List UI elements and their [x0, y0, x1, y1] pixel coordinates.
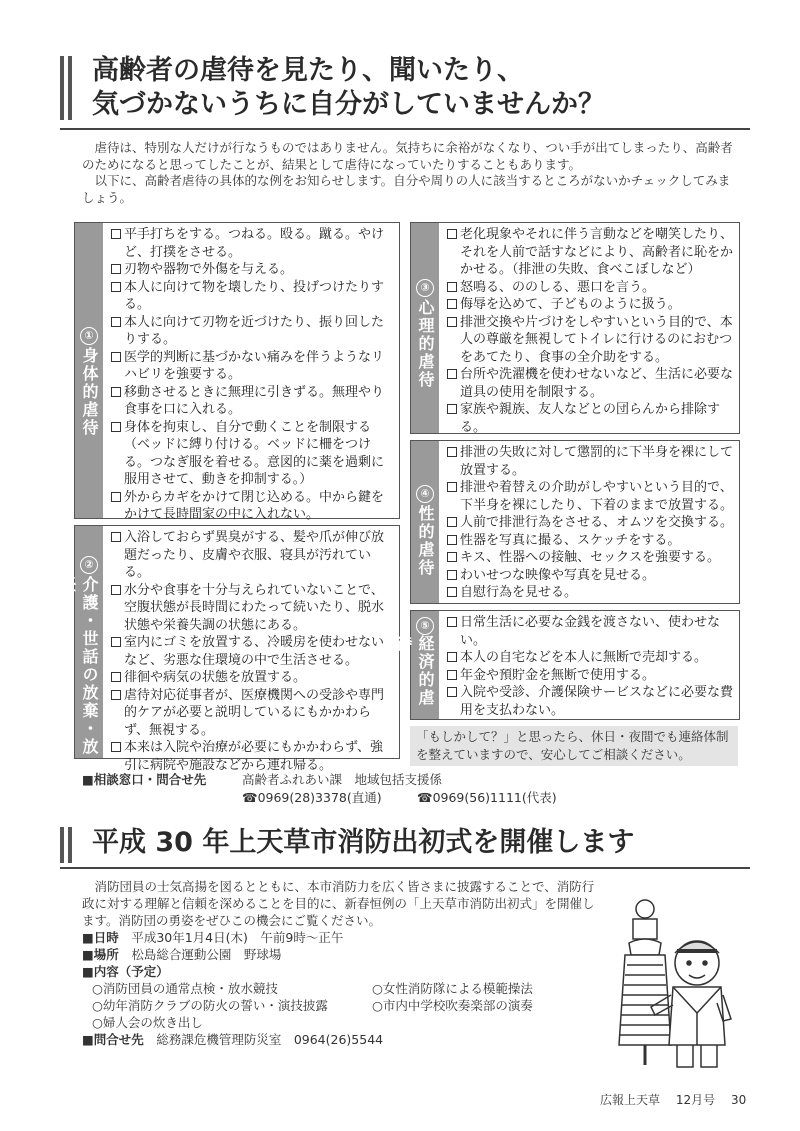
- category-economic-abuse: [394, 610, 740, 720]
- category-sexual-abuse: [410, 440, 740, 604]
- category-number: ③: [416, 279, 434, 297]
- category-title: 身体的虐待: [80, 347, 99, 437]
- category-title: 心理的虐待: [416, 299, 435, 389]
- checklist-item: 入浴しておらず異臭がする、髪や爪が伸び放題だったり、皮膚や衣服、寝具が汚れている。: [111, 529, 394, 582]
- checklist-item: 怒鳴る、ののしる、悪口を言う。: [447, 279, 734, 297]
- program-item: ○市内中学校吹奏楽部の演奏: [372, 998, 533, 1013]
- contact-heading: ■相談窓口・問合せ先: [82, 772, 207, 787]
- checklist-item: 老化現象やそれに伴う言動などを嘲笑したり、それを人前で話すなどにより、高齢者に恥をかかせる。（排泄の失敗、食べこぼしなど）: [447, 226, 734, 279]
- checklist-item: 性器を写真に撮る、スケッチをする。: [447, 532, 734, 550]
- event-date-value: 平成30年1月4日(木) 午前9時～正午: [131, 930, 344, 945]
- intro-text: [82, 140, 742, 206]
- category-title: 性的虐待: [416, 505, 435, 577]
- checklist-item: 本来は入院や治療が必要にもかかわらず、強引に病院や施設などから連れ帰る。: [111, 739, 394, 774]
- checklist-item: 医学的判断に基づかない痛みを伴うようなリハビリを強要する。: [111, 349, 394, 384]
- program-row: [82, 980, 602, 997]
- checklist-item: 排泄交換や片づけをしやすいという目的で、本人の尊厳を無視してトイレに行けるのにおむつをあてたり、食事の全介助をする。: [447, 314, 734, 367]
- intro-paragraph-1: 虐待は、特別な人だけが行なうものではありません。気持ちに余裕がなくなり、つい手が出てしまったり、高齢者のためになると思ってしたことが、結果として虐待になっていたりすることもあります。: [82, 140, 733, 172]
- checklist-item: 外からカギをかけて閉じ込める。中から鍵をかけて長時間家の中に入れない。: [111, 489, 394, 524]
- checklist-item: 刃物や器物で外傷を与える。: [111, 261, 394, 279]
- checklist-item: 本人の自宅などを本人に無断で売却する。: [447, 649, 734, 667]
- publication-name: 広報上天草: [600, 1093, 661, 1107]
- checklist-item: 台所や洗濯機を使わせないなど、生活に必要な道具の使用を制限する。: [447, 366, 734, 401]
- checklist-item: 虐待対応従事者が、医療機関への受診や専門的ケアが必要と説明しているにもかかわらず、無視する。: [111, 687, 394, 740]
- event-inquiry-label: ■問合せ先: [82, 1032, 144, 1047]
- event-place: [82, 946, 602, 963]
- contact-tel-direct: ☎0969(28)3378(直通): [242, 790, 382, 805]
- category-number: ①: [80, 327, 98, 345]
- program-item: ○婦人会の炊き出し: [92, 1015, 203, 1030]
- category-physical-abuse: [74, 222, 400, 522]
- checklist-item: 日常生活に必要な金銭を渡さない、使わせない。: [447, 614, 734, 649]
- category-label: [58, 526, 103, 758]
- checklist: [111, 226, 394, 524]
- title-accent-bars: [60, 56, 76, 120]
- checklist-item: 水分や食事を十分与えられていないことで、空腹状態が長時間にわたって続いたり、脱水状態や栄養失調の状態にある。: [111, 582, 394, 635]
- checklist-item: 本人に向けて物を壊したり、投げつけたりする。: [111, 279, 394, 314]
- event-place-label: ■場所: [82, 947, 119, 962]
- event-inquiry-value: 総務課危機管理防災室 0964(26)5544: [156, 1032, 384, 1047]
- category-label: [394, 611, 439, 719]
- category-neglect: [58, 525, 400, 773]
- checklist-item: 徘徊や病気の状態を放置する。: [111, 669, 394, 687]
- page-footer: [600, 1091, 746, 1108]
- checklist-item: 侮辱を込めて、子どものように扱う。: [447, 296, 734, 314]
- checklist-item: わいせつな映像や写真を見せる。: [447, 567, 734, 585]
- event-details: [82, 878, 602, 1048]
- checklist-item: 排泄の失敗に対して懲罰的に下半身を裸にして放置する。: [447, 444, 734, 479]
- category-label: [411, 223, 439, 433]
- event-title-block: [60, 823, 750, 869]
- checklist: [447, 444, 734, 602]
- event-description: 消防団員の士気高揚を図るとともに、本市消防力を広く皆さまに披露することで、消防行政に対する理解と信頼を深めることを目的に、新春恒例の「上天草市消防出初式」を開催します。消防団の勇姿をぜひこの機会にご覧ください。: [82, 879, 595, 928]
- checklist-item: 移動させるときに無理に引きずる。無理やり食事を口に入れる。: [111, 384, 394, 419]
- main-title-line-1: 高齢者の虐待を見たり、聞いたり、: [92, 55, 524, 86]
- checklist-item: 排泄や着替えの介助がしやすいという目的で、下半身を裸にしたり、下着のままで放置する。: [447, 479, 734, 514]
- checklist-item: 平手打ちをする。つねる。殴る。蹴る。やけど、打撲をさせる。: [111, 226, 394, 261]
- checklist: [447, 226, 734, 436]
- event-content-label: ■内容（予定）: [82, 964, 169, 979]
- checklist-item: 人前で排泄行為をさせる、オムツを交換する。: [447, 514, 734, 532]
- program-item: ○幼年消防クラブの防火の誓い・演技披露: [92, 998, 328, 1013]
- category-title: 経済的虐待: [394, 635, 435, 707]
- contact-department: 高齢者ふれあい課 地域包括支援係: [242, 772, 443, 787]
- program-item: ○消防団員の通常点検・放水競技: [92, 981, 278, 996]
- title-accent-bars: [60, 827, 76, 863]
- checklist-item: 自慰行為を見せる。: [447, 584, 734, 602]
- category-label: [411, 441, 439, 603]
- checklist-item: 身体を拘束し、自分で動くことを制限する（ベッドに縛り付ける。ベッドに柵をつける。つなぎ服を着せる。意図的に薬を過剰に服用させて、動きを抑制する。）: [111, 419, 394, 489]
- main-title-line-2: 気づかないうちに自分がしていませんか？: [92, 89, 605, 120]
- firefighter-illustration: [615, 895, 735, 1075]
- program-row: [82, 997, 602, 1014]
- checklist: [447, 614, 734, 719]
- checklist-item: 入院や受診、介護保険サービスなどに必要な費用を支払わない。: [447, 684, 734, 719]
- consultation-note: 「もしかして？」と思ったら、休日・夜間でも連絡体制を整えていますので、安心してご相談ください。: [410, 726, 738, 766]
- event-title: 平成 30 年上天草市消防出初式を開催します: [92, 827, 635, 858]
- event-date: [82, 929, 602, 946]
- main-title: [92, 54, 605, 122]
- checklist-item: キス、性器への接触、セックスを強要する。: [447, 549, 734, 567]
- event-date-label: ■日時: [82, 930, 119, 945]
- intro-paragraph-2: 以下に、高齢者虐待の具体的な例をお知らせします。自分や周りの人に該当するところがないかチェックしてみましょう。: [82, 173, 731, 205]
- checklist-item: 本人に向けて刃物を近づけたり、振り回したりする。: [111, 314, 394, 349]
- event-content: [82, 963, 602, 980]
- category-number: ④: [416, 485, 434, 503]
- checklist: [111, 529, 394, 774]
- program-row: [82, 1014, 602, 1031]
- checklist-item: 家族や親族、友人などとの団らんから排除する。: [447, 401, 734, 436]
- contact-tel-main: ☎0969(56)1111(代表): [417, 790, 557, 805]
- main-title-block: [60, 52, 750, 130]
- checklist-item: 年金や預貯金を無断で使用する。: [447, 667, 734, 685]
- event-inquiry: [82, 1031, 602, 1048]
- page-number: 30: [730, 1093, 747, 1107]
- checklist-item: 室内にゴミを放置する、冷暖房を使わせないなど、劣悪な住環境の中で生活させる。: [111, 634, 394, 669]
- category-number: ⑤: [416, 617, 434, 635]
- category-psychological-abuse: [410, 222, 740, 434]
- category-number: ②: [80, 556, 98, 574]
- issue-label: 12月号: [675, 1093, 716, 1107]
- event-place-value: 松島総合運動公園 野球場: [131, 947, 282, 962]
- category-title: 介護・世話の放棄・放任: [58, 576, 99, 756]
- program-item: ○女性消防隊による模範操法: [372, 981, 533, 996]
- category-label: [75, 223, 103, 518]
